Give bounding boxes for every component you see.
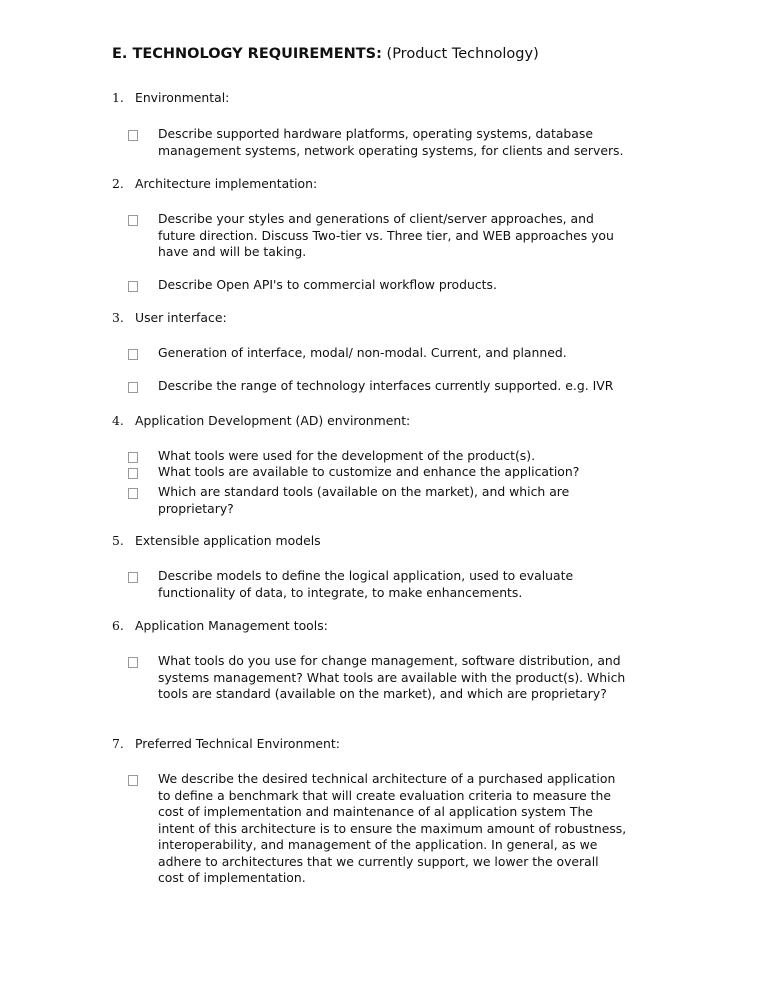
- section-number: 6.: [112, 618, 124, 633]
- section-label: Extensible application models: [135, 533, 321, 548]
- section-number: 7.: [112, 736, 124, 751]
- square-bullet-icon: [128, 468, 138, 479]
- section-number: 2.: [112, 176, 124, 191]
- bullet-text: Describe models to define the logical application, used to evaluate functionality of data, to integrate, to make enhancements.: [158, 568, 574, 600]
- square-bullet-icon: [128, 130, 138, 141]
- section-heading: [112, 176, 317, 191]
- bullet-item: [128, 464, 628, 481]
- section-label: Architecture implementation:: [135, 176, 318, 191]
- bullet-text: What tools were used for the development of the product(s).: [158, 448, 536, 463]
- square-bullet-icon: [128, 349, 138, 360]
- square-bullet-icon: [128, 281, 138, 292]
- section-number: 4.: [112, 413, 124, 428]
- section-label: User interface:: [135, 310, 227, 325]
- section-label: Preferred Technical Environment:: [135, 736, 340, 751]
- bullet-text: Generation of interface, modal/ non-modal. Current, and planned.: [158, 345, 567, 360]
- title-bold: E. TECHNOLOGY REQUIREMENTS:: [112, 46, 382, 62]
- bullet-text: Describe Open API's to commercial workflow products.: [158, 277, 497, 292]
- square-bullet-icon: [128, 775, 138, 786]
- bullet-item: [128, 345, 628, 362]
- section-label: Application Management tools:: [135, 618, 328, 633]
- section-number: 1.: [112, 90, 124, 105]
- bullet-text: What tools do you use for change management, software distribution, and systems management? What tools are available with the product(s). Which tools are standard (available on the market), and which are proprietary?: [158, 653, 626, 701]
- square-bullet-icon: [128, 657, 138, 668]
- section-heading: [112, 413, 410, 428]
- bullet-item: [128, 277, 628, 294]
- bullet-item: [128, 448, 628, 465]
- section-heading: [112, 90, 229, 105]
- title-subtitle: (Product Technology): [386, 46, 539, 62]
- section-label: Environmental:: [135, 90, 230, 105]
- bullet-item: [128, 653, 628, 703]
- section-number: 5.: [112, 533, 124, 548]
- square-bullet-icon: [128, 488, 138, 499]
- bullet-item: [128, 568, 628, 601]
- bullet-text: Describe your styles and generations of client/server approaches, and future direction. Discuss Two-tier vs. Three tier, and WEB approaches you have and will be taking.: [158, 211, 614, 259]
- square-bullet-icon: [128, 382, 138, 393]
- section-heading: [112, 533, 321, 548]
- section-heading: [112, 310, 227, 325]
- square-bullet-icon: [128, 452, 138, 463]
- bullet-text: Which are standard tools (available on the market), and which are proprietary?: [158, 484, 570, 516]
- bullet-item: [128, 771, 628, 887]
- bullet-text: Describe supported hardware platforms, operating systems, database management systems, network operating systems, for clients and servers.: [158, 126, 624, 158]
- bullet-item: [128, 211, 628, 261]
- section-heading: [112, 618, 328, 633]
- section-number: 3.: [112, 310, 124, 325]
- bullet-item: [128, 484, 628, 517]
- page-title: [112, 46, 539, 62]
- bullet-text: Describe the range of technology interfaces currently supported. e.g. IVR: [158, 378, 614, 393]
- section-label: Application Development (AD) environment:: [135, 413, 411, 428]
- section-heading: [112, 736, 340, 751]
- bullet-item: [128, 378, 628, 395]
- square-bullet-icon: [128, 572, 138, 583]
- bullet-text: What tools are available to customize and enhance the application?: [158, 464, 580, 479]
- square-bullet-icon: [128, 215, 138, 226]
- bullet-text: We describe the desired technical architecture of a purchased application to define a benchmark that will create evaluation criteria to measure the cost of implementation and maintenance of al application system The intent of this architecture is to ensure the maximum amount of robustness, interoperability, and management of the application. In general, as we adhere to architectures that we currently support, we lower the overall cost of implementation.: [158, 771, 627, 885]
- bullet-item: [128, 126, 628, 159]
